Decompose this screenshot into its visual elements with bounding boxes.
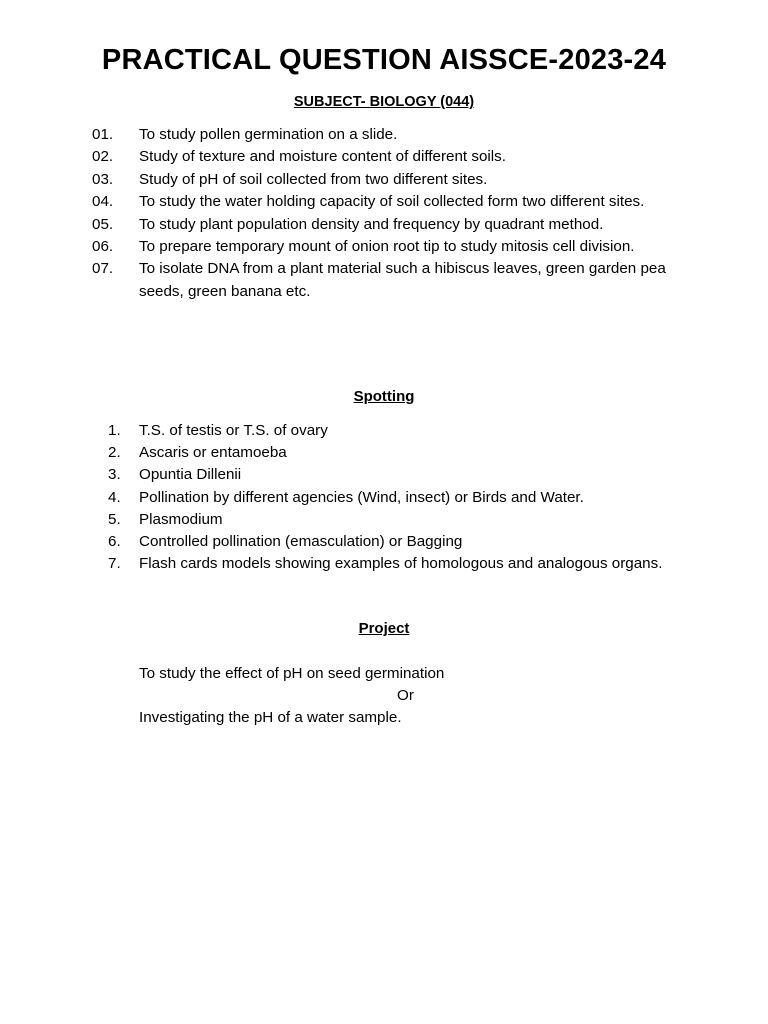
item-number: 02. — [92, 148, 114, 166]
item-number: 07. — [92, 260, 114, 278]
list-item — [108, 420, 668, 442]
list-item — [92, 258, 682, 303]
list-item — [92, 214, 682, 236]
item-number: 3. — [108, 466, 121, 484]
spotting-heading: Spotting — [353, 388, 415, 405]
list-item — [108, 509, 668, 531]
item-number: 2. — [108, 444, 121, 462]
item-text: Controlled pollination (emasculation) or Bagging — [139, 533, 463, 551]
item-number: 04. — [92, 193, 114, 211]
item-text: To study plant population density and frequency by quadrant method. — [139, 215, 604, 233]
list-item — [108, 464, 668, 486]
item-number: 6. — [108, 533, 121, 551]
list-item — [92, 169, 682, 191]
item-number: 4. — [108, 488, 121, 506]
item-text: To isolate DNA from a plant material such a hibiscus leaves, green garden pea seeds, green banana etc. — [139, 260, 666, 300]
item-text: To study pollen germination on a slide. — [139, 126, 398, 143]
list-item — [92, 236, 682, 258]
project-separator: Or — [397, 687, 414, 704]
item-number: 06. — [92, 238, 114, 256]
item-text: Opuntia Dillenii — [139, 466, 242, 484]
project-option-b: Investigating the pH of a water sample. — [139, 709, 402, 726]
list-item — [92, 191, 682, 213]
item-text: Ascaris or entamoeba — [139, 444, 287, 462]
item-number: 1. — [108, 422, 121, 439]
item-number: 5. — [108, 510, 121, 528]
page-title: PRACTICAL QUESTION AISSCE-2023-24 — [101, 44, 667, 76]
item-text: To prepare temporary mount of onion root tip to study mitosis cell division. — [139, 238, 635, 256]
item-number: 05. — [92, 215, 114, 233]
list-item — [108, 553, 668, 575]
list-item — [108, 442, 668, 464]
list-item — [92, 124, 682, 146]
item-text: T.S. of testis or T.S. of ovary — [139, 422, 328, 439]
item-text: Study of pH of soil collected from two different sites. — [139, 170, 488, 188]
item-text: Plasmodium — [139, 510, 223, 528]
subject-heading: SUBJECT- BIOLOGY (044) — [293, 94, 475, 110]
list-item — [92, 146, 682, 168]
item-text: Flash cards models showing examples of homologous and analogous organs. — [139, 555, 663, 573]
list-item — [108, 531, 668, 553]
item-text: Pollination by different agencies (Wind, insect) or Birds and Water. — [139, 488, 584, 506]
project-heading: Project — [358, 620, 410, 637]
item-number: 03. — [92, 170, 114, 188]
project-option-a: To study the effect of pH on seed germination — [139, 665, 445, 682]
practical-list — [92, 124, 682, 303]
spotting-list — [108, 420, 668, 575]
item-number: 7. — [108, 555, 121, 573]
list-item — [108, 487, 668, 509]
item-text: To study the water holding capacity of soil collected form two different sites. — [139, 193, 645, 211]
item-text: Study of texture and moisture content of different soils. — [139, 148, 506, 166]
item-number: 01. — [92, 126, 114, 143]
